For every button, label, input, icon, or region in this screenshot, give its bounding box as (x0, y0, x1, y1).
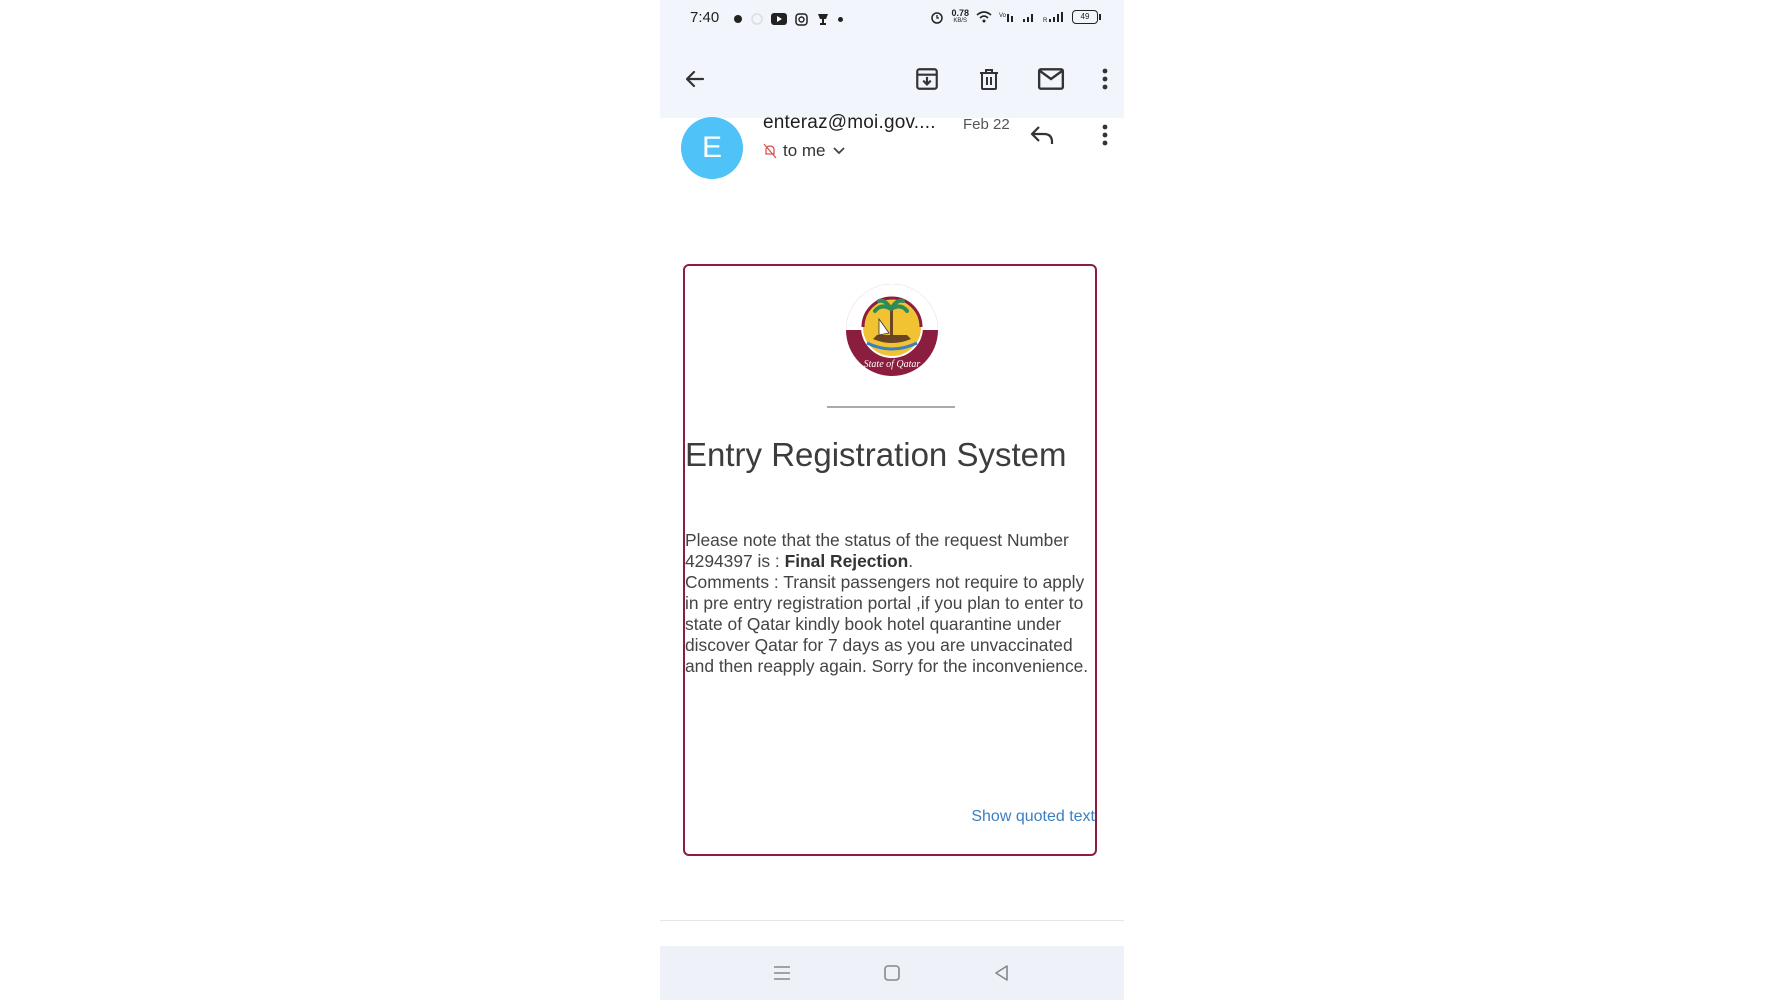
message-header (660, 108, 1124, 178)
notification-dot-icon (733, 14, 743, 24)
signal-1-icon (1022, 11, 1036, 23)
youtube-icon (771, 13, 787, 25)
instagram-icon (795, 13, 808, 26)
emblem-text: State of Qatar (863, 359, 921, 370)
archive-icon[interactable] (912, 64, 942, 94)
avatar[interactable]: E (681, 117, 743, 179)
muted-bell-icon (763, 143, 777, 159)
header-divider (827, 406, 955, 408)
email-body-card (683, 264, 1097, 856)
more-notifications-dot (838, 17, 843, 22)
divider (660, 920, 1124, 921)
app-bar (660, 40, 1124, 118)
status-value: Final Rejection (784, 551, 909, 571)
status-intro: Please note that the status of the request Number 4294397 is : (685, 530, 1069, 571)
chevron-down-icon (832, 146, 846, 156)
message-more-icon[interactable] (1090, 120, 1120, 150)
trophy-icon (816, 13, 830, 26)
svg-text:Vo: Vo (999, 13, 1007, 19)
recent-apps-icon[interactable] (770, 962, 794, 984)
mark-unread-icon[interactable] (1036, 64, 1066, 94)
sender-address[interactable]: enteraz@moi.gov.... (763, 112, 936, 133)
status-end: . (908, 551, 914, 571)
alarm-icon (930, 10, 944, 24)
net-speed: 0.78 (951, 8, 969, 18)
recipient-label: to me (783, 141, 826, 160)
phone-screen (660, 0, 1124, 1000)
show-quoted-text-link[interactable]: Show quoted text (971, 808, 1095, 825)
email-body-text (685, 530, 1097, 677)
more-icon[interactable] (1090, 64, 1120, 94)
system-nav-bar (660, 946, 1124, 1000)
status-time: 7:40 (690, 9, 720, 26)
net-speed-unit: KB/S (953, 18, 968, 24)
delete-icon[interactable] (974, 64, 1004, 94)
message-date: Feb 22 (963, 116, 1010, 133)
recipient-toggle[interactable] (763, 141, 846, 161)
status-bar (660, 0, 1124, 40)
svg-text:R: R (1043, 18, 1048, 23)
volte-icon (999, 11, 1015, 23)
signal-2-icon (1043, 11, 1065, 23)
wifi-icon (976, 11, 992, 23)
battery-icon: 49 (1072, 10, 1098, 24)
notification-blank-icon (751, 13, 763, 25)
state-of-qatar-emblem (845, 283, 939, 377)
home-icon[interactable] (880, 962, 904, 984)
email-title: Entry Registration System (685, 436, 1067, 473)
back-nav-icon[interactable] (990, 962, 1014, 984)
reply-icon[interactable] (1027, 120, 1057, 150)
comments-text: Comments : Transit passengers not require to apply in pre entry registration portal ,if you plan to enter to state of Qatar kindly book hotel quarantine under discover Qatar for 7 days as you are unvaccinated and then reapply again. Sorry for the inconvenience. (685, 572, 1089, 676)
back-arrow-icon[interactable] (680, 64, 710, 94)
